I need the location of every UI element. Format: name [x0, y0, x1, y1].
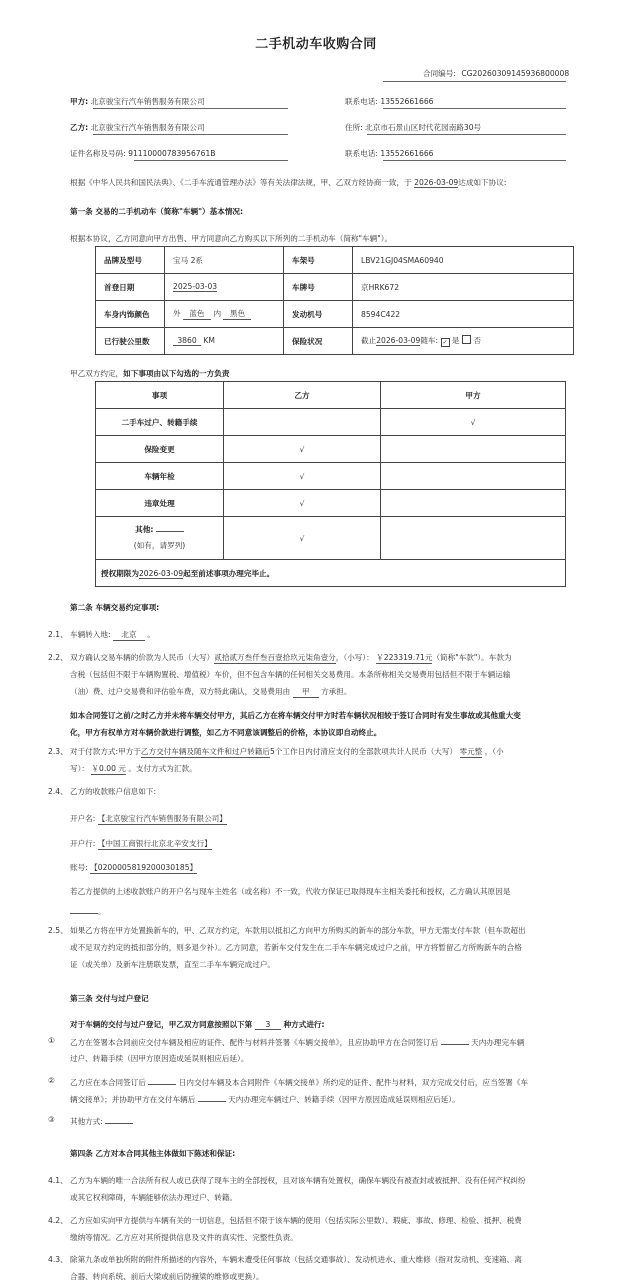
clause-2-3-num: 2.3、 — [48, 747, 68, 756]
row-item: 二手车过户、转籍手续 — [96, 409, 224, 436]
clause-4-2-line2: 缴纳等情况。乙方应对其所提供信息及文件的真实性、完整性负责。 — [70, 1233, 298, 1242]
table-row — [96, 274, 574, 301]
text: 日内交付车辆及本合同附件《车辆交接单》所约定的证件、配件与材料，双方完成交付后，应当签署《车 — [178, 1078, 529, 1087]
clause-2-4-text: 乙方的收款账户信息如下: — [70, 787, 157, 796]
row-jia-check[interactable]: √ — [381, 409, 566, 436]
text: 写）： — [70, 764, 89, 773]
row-yi-check[interactable]: √ — [224, 490, 381, 517]
account-name — [70, 813, 227, 825]
reg-date-label: 首登日期 — [96, 274, 165, 301]
row-yi-check[interactable]: √ — [224, 436, 381, 463]
clause-4-1-line2: 或其它权利障碍，车辆能够依法办理过户、转籍。 — [70, 1193, 238, 1202]
party-yi-phone-underline — [383, 160, 566, 161]
text: 辆交接单》；并协助甲方在交付车辆后 — [70, 1095, 196, 1104]
transfer-location-value[interactable]: 北京 — [113, 629, 145, 641]
table-row — [96, 301, 574, 328]
row-yi-check[interactable]: √ — [224, 517, 381, 560]
party-id-value[interactable]: 91110000783956761B — [128, 149, 216, 158]
clause-2-3-line2 — [70, 763, 197, 775]
option-2-line1 — [70, 1076, 528, 1088]
text: 对于付款方式:甲方于 — [70, 747, 141, 756]
insurance-yes-checkbox[interactable]: ✓ — [442, 339, 448, 346]
row-item: 车辆年检 — [96, 463, 224, 490]
other-note: (如有，请罗列) — [133, 541, 186, 550]
text: 。 — [98, 907, 106, 916]
other-label: 其他: — [135, 525, 154, 534]
table-row — [96, 328, 574, 355]
auth-after: 起至前述事项办理完毕止。 — [183, 568, 275, 578]
insurance-prefix: 截止 — [361, 336, 377, 345]
vin-value[interactable]: LBV21GJ04SMA60940 — [353, 247, 574, 274]
party-yi-address-label: 住所: — [345, 123, 363, 132]
int-color-value[interactable]: 黑色 — [223, 308, 251, 320]
vin-label: 车架号 — [284, 247, 353, 274]
clause-2-3-line1 — [70, 746, 504, 758]
intro-text-end: 达成如下协议: — [458, 178, 507, 187]
reg-date-cell — [165, 274, 284, 301]
auth-period — [96, 560, 566, 587]
text: 乙方在签署本合同前应交付车辆及相应的证件、配件与材料并签署《车辆交接单》，且应协助甲方在合同签订后 — [70, 1038, 439, 1047]
row-jia-check[interactable] — [381, 490, 566, 517]
clause-2-2-line1 — [70, 652, 512, 664]
party-jia-phone-label: 联系电话: — [345, 97, 378, 106]
account-number-label: 账号: — [70, 863, 88, 872]
clause-2-4-num: 2.4、 — [48, 787, 68, 796]
row-item: 保险变更 — [96, 436, 224, 463]
mileage-cell — [165, 328, 284, 355]
text: 种方式进行: — [283, 1020, 325, 1029]
party-yi-value[interactable]: 北京骏宝行汽车销售服务有限公司 — [90, 123, 205, 132]
responsibility-intro — [70, 368, 229, 379]
row-jia-check[interactable] — [381, 517, 566, 560]
clause-2-2-num: 2.2、 — [48, 653, 68, 662]
party-yi — [70, 122, 205, 133]
text: ，（小写）： — [335, 653, 374, 662]
party-yi-phone-value[interactable]: 13552661666 — [380, 149, 434, 158]
engine-value[interactable]: 8594C422 — [353, 301, 574, 328]
bold-note-line2: 化，甲方有权单方对车辆价款进行调整，如乙方不同意该调整后的价格，本协议即自动终止。 — [70, 728, 382, 737]
account-note: 若乙方提供的上述收款账户的开户名与现车主姓名（或名称）不一致，代收方保证已取得现车主相关委托和授权，乙方确认其原因是 — [70, 887, 511, 896]
clause-4-3-num: 4.3、 — [48, 1255, 68, 1264]
option-1-days-blank[interactable] — [441, 1036, 469, 1045]
option-2-line2 — [70, 1093, 460, 1105]
other-blank[interactable] — [156, 523, 184, 532]
row-yi-check[interactable] — [224, 409, 381, 436]
row-yi-check[interactable]: √ — [224, 463, 381, 490]
account-number — [70, 862, 197, 874]
text: 其他方式: — [70, 1117, 103, 1126]
party-jia-phone-value[interactable]: 13552661666 — [380, 97, 434, 106]
bank-name-label: 开户行: — [70, 839, 96, 848]
contract-no-label: 合同编号: — [423, 69, 456, 78]
party-jia-value[interactable]: 北京骏宝行汽车销售服务有限公司 — [90, 97, 205, 106]
engine-label: 发动机号 — [284, 301, 353, 328]
option-1-line2: 过户、转籍手续（因甲方原因造成延误则相应后延）。 — [70, 1054, 249, 1063]
row-item: 违章处理 — [96, 490, 224, 517]
table-row — [96, 517, 566, 560]
account-number-value[interactable]: 【0200005819200030185】 — [90, 863, 198, 872]
text: 。支付方式为汇款。 — [128, 764, 197, 773]
clause-2-5-line2: 或不足双方约定的抵扣部分的，则多退少补）。乙方同意，若新车交付发生在二手车车辆完成过户之前，甲方将暂留乙方所购新车的合格 — [70, 943, 522, 952]
insurance-no-label: 否 — [473, 336, 481, 345]
contract-title: 二手机动车收购合同 — [255, 37, 377, 52]
price-amount[interactable]: ￥223319.71元 — [376, 653, 433, 662]
text: 天内办理完车辆 — [471, 1038, 525, 1047]
account-name-label: 开户名: — [70, 814, 96, 823]
intro-date[interactable]: 2026-03-09 — [414, 178, 459, 187]
text: 5个工作日内付清应支付的全部款项共计人民币（大写） — [270, 747, 458, 756]
option-2-transfer-days-blank[interactable] — [198, 1093, 226, 1102]
delivery-method[interactable]: 3 — [255, 1020, 281, 1030]
table-row — [96, 490, 566, 517]
party-jia-label: 甲方: — [70, 97, 89, 106]
party-jia-phone — [345, 96, 434, 107]
clause-4-3-line1: 除第九条或单独所附的附件所描述的内容外，车辆未遭受任何事故（包括交通事故）、发动机进水、重大维修（指对发动机、变速箱、离 — [70, 1255, 522, 1264]
auth-before: 授权期限为 — [101, 568, 139, 578]
intro-text: 根据《中华人民共和国民法典》、《二手车流通管理办法》等有关法律法规，甲、乙双方经协商一致，于 — [70, 178, 415, 187]
clause-4-2-num: 4.2、 — [48, 1216, 68, 1225]
table-row — [96, 247, 574, 274]
party-jia-phone-underline — [383, 108, 566, 109]
clause-4-2-line1: 乙方应如实向甲方提供与车辆有关的一切信息，包括但不限于该车辆的使用（包括实际公里数）、瑕疵、事故、修理、检验、抵押、税费 — [70, 1216, 522, 1225]
party-yi-label: 乙方: — [70, 123, 89, 132]
table-row — [96, 409, 566, 436]
brand-label: 品牌及型号 — [96, 247, 165, 274]
plate-label: 车牌号 — [284, 274, 353, 301]
option-3-blank[interactable] — [105, 1115, 133, 1124]
text: 双方确认交易车辆的价款为人民币（大写） — [70, 653, 215, 662]
table-row — [96, 436, 566, 463]
clause-2-1-end: 。 — [147, 630, 155, 639]
mileage-value[interactable]: 3860 — [173, 336, 201, 346]
reason-blank[interactable] — [70, 905, 98, 914]
payment-amount[interactable]: ￥0.00 元 — [91, 764, 126, 773]
bank-name — [70, 838, 212, 850]
party-jia — [70, 96, 205, 107]
responsibility-intro-bold: 如下事项由以下勾选的一方负责 — [123, 369, 230, 378]
ext-color-value[interactable]: 蓝色 — [183, 308, 211, 320]
text: 对于车辆的交付与过户登记，甲乙双方同意按照以下第 — [70, 1020, 253, 1029]
clause-4-1-line1: 乙方为车辆的唯一合法所有权人或已获得了现车主的全部授权，且对该车辆有处置权，确保车辆没有被查封或被抵押、没有任何产权纠纷 — [70, 1176, 526, 1185]
clause-4-1-num: 4.1、 — [48, 1176, 68, 1185]
insurance-cell — [353, 328, 574, 355]
clause-2-2-line2: 含税（包括但不限于车辆购置税、增值税）车价，但不包含车辆的任何相关交易费用。本条所称相关交易费用包括但不限于车辆运输 — [70, 670, 511, 679]
clause-2-5-line1: 如果乙方将在甲方处置换新车的，甲、乙双方约定，车款用以抵扣乙方向甲方所购买的新车的部分车款，甲方无需支付车款（但车款超出 — [70, 926, 526, 935]
party-id-label: 证件名称及号码: — [70, 149, 126, 158]
contract-no — [423, 68, 569, 79]
payment-condition[interactable]: 乙方交付车辆及随车文件和过户转籍后 — [140, 747, 270, 756]
text: 乙方应在本合同签订后 — [70, 1078, 146, 1087]
text: ，（小 — [484, 747, 504, 756]
insurance-no-checkbox[interactable] — [462, 335, 471, 344]
payment-amount-cn[interactable]: 零元整 — [459, 747, 483, 756]
brand-value[interactable]: 宝马 2系 — [165, 247, 284, 274]
option-3-num: ③ — [48, 1115, 55, 1124]
int-color-prefix: 内 — [213, 309, 222, 318]
row-jia-check[interactable] — [381, 463, 566, 490]
account-name-value[interactable]: 【北京骏宝行汽车销售服务有限公司】 — [97, 814, 227, 823]
party-yi-underline — [93, 134, 288, 135]
party-id-underline — [134, 160, 288, 161]
option-1-num: ① — [48, 1036, 55, 1045]
insurance-suffix: 随车: — [420, 336, 439, 345]
article3-heading: 第三条 交付与过户登记 — [70, 994, 149, 1003]
party-jia-underline — [93, 108, 288, 109]
party-id — [70, 148, 215, 159]
insurance-date[interactable]: 2026-03-09 — [376, 336, 421, 345]
text: （油）费、过户交易费和评估验车费，双方特此确认，交易费用由 — [70, 687, 291, 696]
table-header-row — [96, 382, 566, 409]
row-other-item — [96, 517, 224, 560]
auth-date[interactable]: 2026-03-09 — [138, 568, 184, 578]
party-yi-address-value[interactable]: 北京市石景山区时代花园南路30号 — [365, 123, 482, 132]
text: 天内办理完车辆过户、转籍手续（因甲方原因造成延误则相应后延）。 — [228, 1095, 460, 1104]
responsibility-table — [95, 381, 566, 587]
plate-value[interactable]: 京HRK672 — [353, 274, 574, 301]
clause-2-2-line3 — [70, 686, 351, 698]
contract-no-value: CG20260309145936800008 — [461, 69, 570, 78]
bold-note-line1: 如本合同签订之前/之时乙方并未将车辆交付甲方，其后乙方在将车辆交付甲方时若车辆状况相较于签订合同时有发生事故或其他重大变 — [70, 711, 521, 720]
article1-heading: 第一条 交易的二手机动车（简称"车辆"）基本情况: — [70, 207, 244, 216]
mileage-label: 已行驶公里数 — [96, 328, 165, 355]
clause-2-1 — [70, 629, 155, 641]
reg-date-value[interactable]: 2025-03-03 — [173, 282, 218, 291]
header-item: 事项 — [96, 382, 224, 409]
option-1-line1 — [70, 1036, 524, 1048]
insurance-label: 保险状况 — [284, 328, 353, 355]
clause-4-3-line2: 合器、转向系统、前后大梁或前后防撞梁的维修或更换）。 — [70, 1272, 264, 1281]
color-label: 车身内饰颜色 — [96, 301, 165, 328]
party-yi-phone-label: 联系电话: — [345, 149, 378, 158]
option-3 — [70, 1115, 133, 1127]
article4-heading: 第四条 乙方对本合同其他主体做如下陈述和保证: — [70, 1149, 236, 1158]
article1-desc: 根据本协议，乙方同意向甲方出售、甲方同意向乙方购买以下所列的二手机动车（简称"车辆"）。 — [70, 234, 393, 243]
clause-2-1-num: 2.1、 — [48, 630, 68, 639]
party-yi-address-underline — [367, 134, 566, 135]
account-note-reason — [70, 905, 106, 917]
contract-no-underline — [383, 81, 566, 82]
table-row — [96, 463, 566, 490]
table-row — [96, 560, 566, 587]
clause-2-5-line3: 证（或关单）及新车注册联发票，直至二手车车辆完成过户。 — [70, 960, 276, 969]
header-jia: 甲方 — [381, 382, 566, 409]
article2-heading: 第二条 车辆交易约定事项: — [70, 603, 160, 612]
party-yi-address — [345, 122, 481, 133]
insurance-yes-label: 是 — [451, 336, 460, 345]
text: 方承担。 — [321, 687, 352, 696]
row-jia-check[interactable] — [381, 436, 566, 463]
text: （简称"车款"）。车款为 — [432, 653, 512, 662]
responsibility-intro-plain: 甲乙双方约定， — [70, 369, 124, 378]
vehicle-info-table — [95, 246, 574, 355]
intro-paragraph — [70, 177, 506, 188]
option-2-num: ② — [48, 1076, 55, 1085]
color-cell — [165, 301, 284, 328]
ext-color-prefix: 外 — [173, 309, 181, 318]
mileage-unit: KM — [203, 336, 215, 345]
bank-name-value[interactable]: 【中国工商银行北京北辛安支行】 — [97, 839, 212, 848]
transfer-location-label: 车辆转入地: — [70, 630, 111, 639]
article3-intro — [70, 1019, 325, 1030]
price-amount-cn[interactable]: 贰拾贰万叁仟叁百壹拾玖元柒角壹分 — [214, 653, 336, 662]
party-yi-phone — [345, 148, 434, 159]
fee-payer[interactable]: 甲 — [293, 686, 319, 698]
header-yi: 乙方 — [224, 382, 381, 409]
clause-2-5-num: 2.5、 — [48, 926, 68, 935]
option-2-days-blank[interactable] — [148, 1076, 176, 1085]
